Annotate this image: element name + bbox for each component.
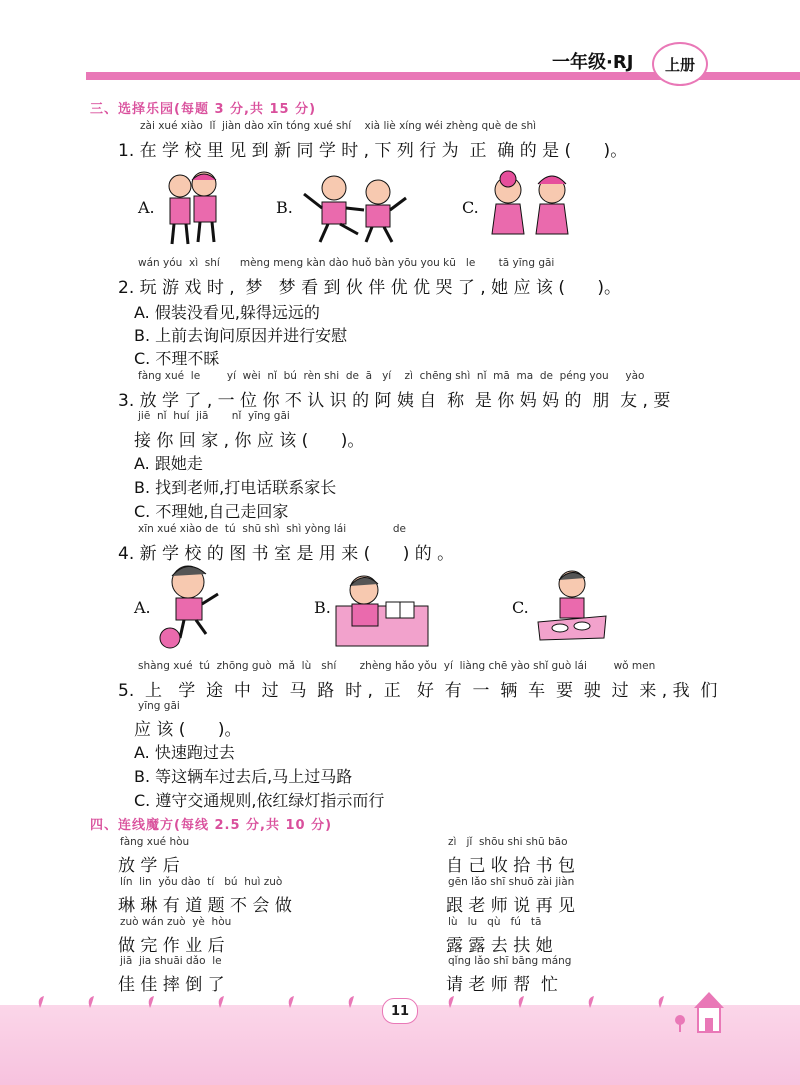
q1-pinyin: zài xué xiào lǐ jiàn dào xīn tóng xué shí xià liè xíng wéi zhèng què de shì [140, 120, 537, 132]
q4-illustration-c [536, 566, 608, 646]
match-left-3[interactable]: 做 完 作 业 后 [118, 936, 225, 956]
q2-option-c: C. 不理不睬 [134, 349, 220, 368]
match-left-3-pinyin: zuò wán zuò yè hòu [120, 916, 232, 928]
q5-option-c: C. 遵守交通规则,依红绿灯指示而行 [134, 791, 385, 810]
q2-option-a: A. 假装没看见,躲得远远的 [134, 303, 320, 322]
match-left-2[interactable]: 琳 琳 有 道 题 不 会 做 [118, 896, 292, 916]
q5-option-b: B. 等这辆车过去后,马上过马路 [134, 767, 353, 786]
q5-pinyin-1: shàng xué tú zhōng guò mǎ lù shí zhèng hǎo yǒu yí liàng chē yào shǐ guò lái wǒ men [138, 660, 656, 672]
match-left-4-pinyin: jiā jia shuāi dǎo le [120, 955, 222, 967]
match-left-1-pinyin: fàng xué hòu [120, 836, 190, 848]
q1-option-c: C. [462, 198, 479, 217]
match-left-1[interactable]: 放 学 后 [118, 856, 180, 876]
q1-illustration-a [160, 168, 224, 246]
q1-option-b: B. [276, 198, 293, 217]
q5-text-1: 5. 上 学 途 中 过 马 路 时 , 正 好 有 一 辆 车 要 驶 过 来 , 我 们 [118, 681, 718, 701]
q3-option-b: B. 找到老师,打电话联系家长 [134, 478, 337, 497]
match-right-2-pinyin: gēn lǎo shī shuō zài jiàn [448, 876, 575, 888]
q4-illustration-b [334, 566, 430, 650]
match-right-1-pinyin: zì jǐ shōu shi shū bāo [448, 836, 568, 848]
q4-option-a: A. [134, 598, 151, 617]
q1-option-a: A. [138, 198, 155, 217]
match-left-4[interactable]: 佳 佳 摔 倒 了 [118, 975, 225, 995]
q2-option-b: B. 上前去询问原因并进行安慰 [134, 326, 348, 345]
volume-badge: 上册 [652, 42, 708, 86]
q5-text-2: 应 该 ( )。 [134, 720, 242, 740]
q2-pinyin: wán yóu xì shí mèng meng kàn dào huǒ bàn yōu you kū le tā yīng gāi [138, 257, 555, 269]
q1-illustration-c [486, 170, 576, 242]
q3-pinyin-2: jiē nǐ huí jiā nǐ yīng gāi [138, 410, 290, 422]
match-right-2[interactable]: 跟 老 师 说 再 见 [446, 896, 576, 916]
section3-title: 三、选择乐园(每题 3 分,共 15 分) [90, 102, 317, 117]
grade-label: 一年级·RJ [552, 52, 634, 73]
q5-option-a: A. 快速跑过去 [134, 743, 235, 762]
q5-pinyin-2: yīng gāi [138, 700, 180, 712]
q2-text: 2. 玩 游 戏 时 , 梦 梦 看 到 伙 伴 优 优 哭 了 , 她 应 该 ( )。 [118, 278, 622, 298]
section4-title: 四、连线魔方(每线 2.5 分,共 10 分) [90, 818, 333, 833]
footer-sprout-decoration-right [430, 990, 680, 1010]
q1-text: 1. 在 学 校 里 见 到 新 同 学 时 , 下 列 行 为 正 确 的 是 ( )。 [118, 141, 628, 161]
q4-text: 4. 新 学 校 的 图 书 室 是 用 来 ( ) 的 。 [118, 544, 455, 564]
page-number: 11 [382, 998, 418, 1024]
q3-option-c: C. 不理她,自己走回家 [134, 502, 289, 521]
match-right-3[interactable]: 露 露 去 扶 她 [446, 936, 553, 956]
match-right-3-pinyin: lù lu qù fú tā [448, 916, 542, 928]
house-decoration-icon [672, 984, 742, 1034]
q4-pinyin: xīn xué xiào de tú shū shì shì yòng lái de [138, 523, 406, 535]
match-right-4-pinyin: qǐng lǎo shī bāng máng [448, 955, 572, 967]
q3-pinyin-1: fàng xué le yí wèi nǐ bú rèn shi de ā yí zì chēng shì nǐ mā ma de péng you yào [138, 370, 645, 382]
q4-option-c: C. [512, 598, 529, 617]
match-left-2-pinyin: lín lin yǒu dào tí bú huì zuò [120, 876, 283, 888]
match-right-4[interactable]: 请 老 师 帮 忙 [446, 975, 559, 995]
match-right-1[interactable]: 自 己 收 拾 书 包 [446, 856, 576, 876]
footer-sprout-decoration-left [30, 990, 360, 1010]
q1-illustration-b [300, 172, 410, 244]
q4-illustration-a [156, 560, 226, 650]
q3-text-1: 3. 放 学 了 , 一 位 你 不 认 识 的 阿 姨 自 称 是 你 妈 妈 的 朋 友 , 要 [118, 391, 671, 411]
q3-text-2: 接 你 回 家 , 你 应 该 ( )。 [134, 431, 365, 451]
q3-option-a: A. 跟她走 [134, 454, 203, 473]
q4-option-b: B. [314, 598, 331, 617]
